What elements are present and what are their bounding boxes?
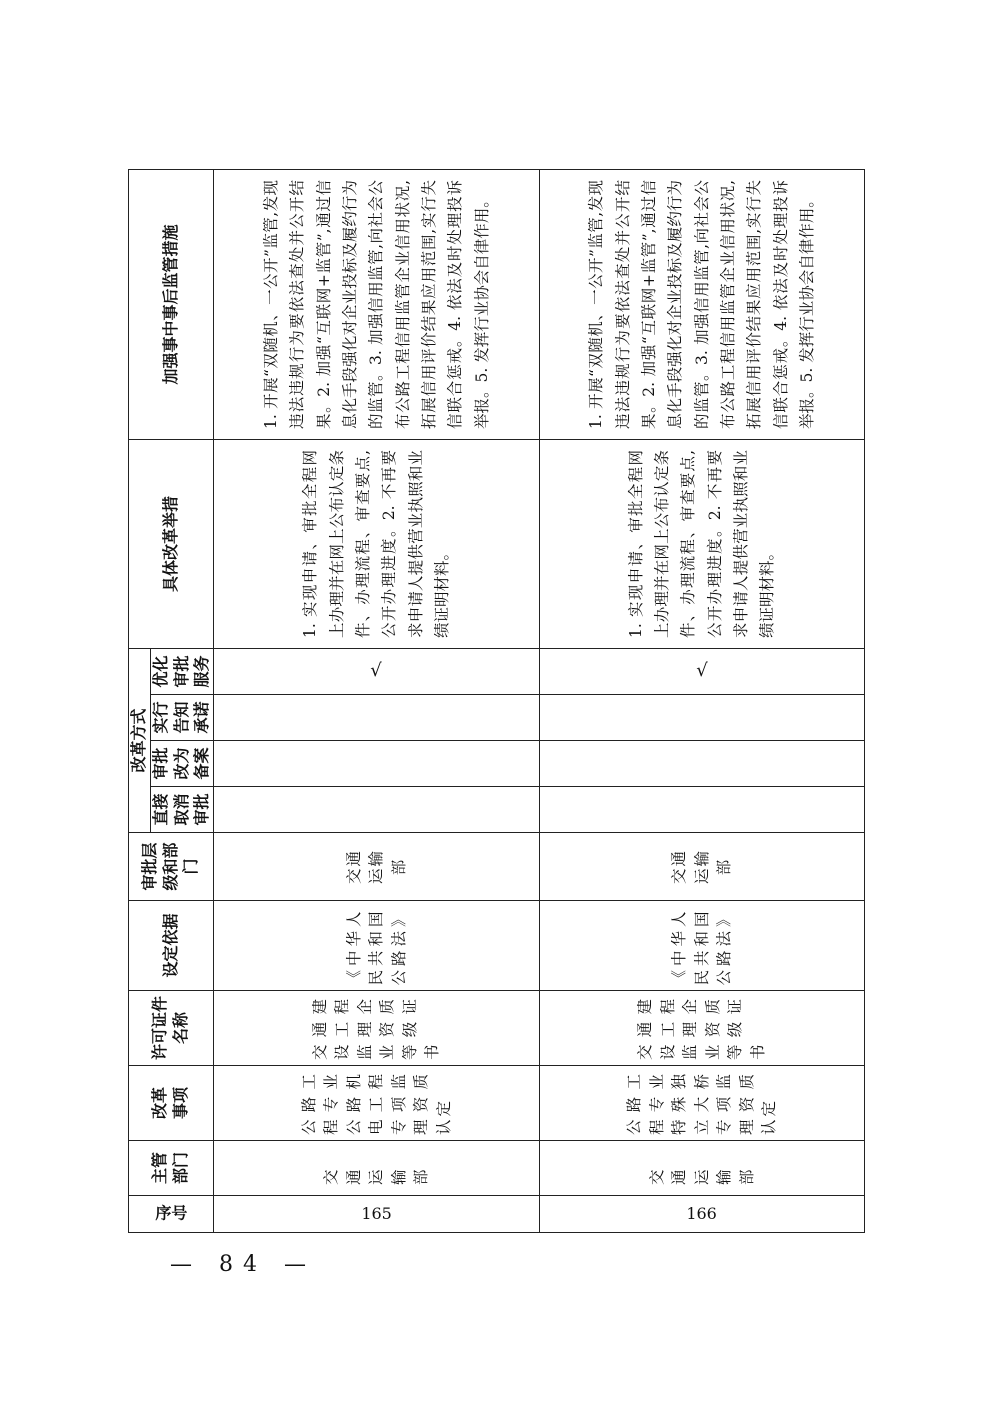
rotated-table-wrapper (128, 170, 865, 1233)
cell-cert: 交通建设工程监理企业资质等级证书 (214, 991, 539, 1066)
cell-mode-optimize (539, 648, 864, 694)
cell-supervision: 1. 开展“双随机、一公开”监管,发现违法违规行为要依法查处并公开结果。2. 加强“互联网+监管”,通过信息化手段强化对企业投标及履约行为的监管。3. 加强信用监管,向社会公布公路工程信用监管企业信用状况,拓展信用评价结果应用范围,实行失信联合惩戒。4. 依法及时处理投诉举报。5. 发挥行业协会自律作用。 (539, 169, 864, 439)
cell-seq: 166 (539, 1196, 864, 1233)
check-mark-icon: √ (370, 660, 383, 682)
cell-measures: 1. 实现申请、审批全程网上办理并在网上公布认定条件、办理流程、审查要点,公开办理进度。2. 不再要求申请人提供营业执照和业绩证明材料。 (214, 439, 539, 648)
cell-mode-notify (214, 695, 539, 741)
cell-mode-filing (539, 741, 864, 787)
cell-supervision: 1. 开展“双随机、一公开”监管,发现违法违规行为要依法查处并公开结果。2. 加强“互联网+监管”,通过信息化手段强化对企业投标及履约行为的监管。3. 加强信用监管,向社会公布公路工程信用监管企业信用状况,拓展信用评价结果应用范围,实行失信联合惩戒。4. 依法及时处理投诉举报。5. 发挥行业协会自律作用。 (214, 169, 539, 439)
cell-item: 公路工程专业特殊独立大桥专项监理资质认定 (539, 1066, 864, 1141)
cell-mode-cancel (539, 787, 864, 833)
header-mode-filing: 审批改为备案 (150, 741, 213, 787)
cell-mode-notify (539, 695, 864, 741)
header-level: 审批层级和部门 (129, 833, 214, 901)
header-basis: 设定依据 (129, 901, 214, 991)
cell-measures: 1. 实现申请、审批全程网上办理并在网上公布认定条件、办理流程、审查要点,公开办理进度。2. 不再要求申请人提供营业执照和业绩证明材料。 (539, 439, 864, 648)
cell-mode-optimize (214, 648, 539, 694)
header-reform-mode: 改革方式 (129, 648, 151, 832)
header-seq: 序号 (129, 1196, 214, 1233)
cell-mode-filing (214, 741, 539, 787)
cell-level: 交通运输部 (539, 833, 864, 901)
cell-dept: 交通运输部 (214, 1141, 539, 1196)
header-item: 改革事项 (129, 1066, 214, 1141)
reform-table (128, 169, 865, 1233)
cell-dept: 交通运输部 (539, 1141, 864, 1196)
header-cert: 许可证件名称 (129, 991, 214, 1066)
header-mode-cancel: 直接取消审批 (150, 787, 213, 833)
cell-cert: 交通建设工程监理企业资质等级证书 (539, 991, 864, 1066)
check-mark-icon: √ (696, 660, 708, 682)
header-dept: 主管部门 (129, 1141, 214, 1196)
cell-item: 公路工程专业公路机电工程专项监理资质认定 (214, 1066, 539, 1141)
page-number: — 84 — (170, 1252, 316, 1277)
table-row (214, 169, 539, 1232)
cell-basis: 《中华人民共和国公路法》 (214, 901, 539, 991)
cell-level: 交通运输部 (214, 833, 539, 901)
header-mode-optimize: 优化审批服务 (150, 648, 213, 694)
header-supervision: 加强事中事后监管措施 (129, 169, 214, 439)
cell-basis: 《中华人民共和国公路法》 (539, 901, 864, 991)
header-measures: 具体改革举措 (129, 439, 214, 648)
cell-mode-cancel (214, 787, 539, 833)
cell-seq: 165 (214, 1196, 539, 1233)
table-row (539, 169, 864, 1232)
header-mode-notify: 实行告知承诺 (150, 695, 213, 741)
